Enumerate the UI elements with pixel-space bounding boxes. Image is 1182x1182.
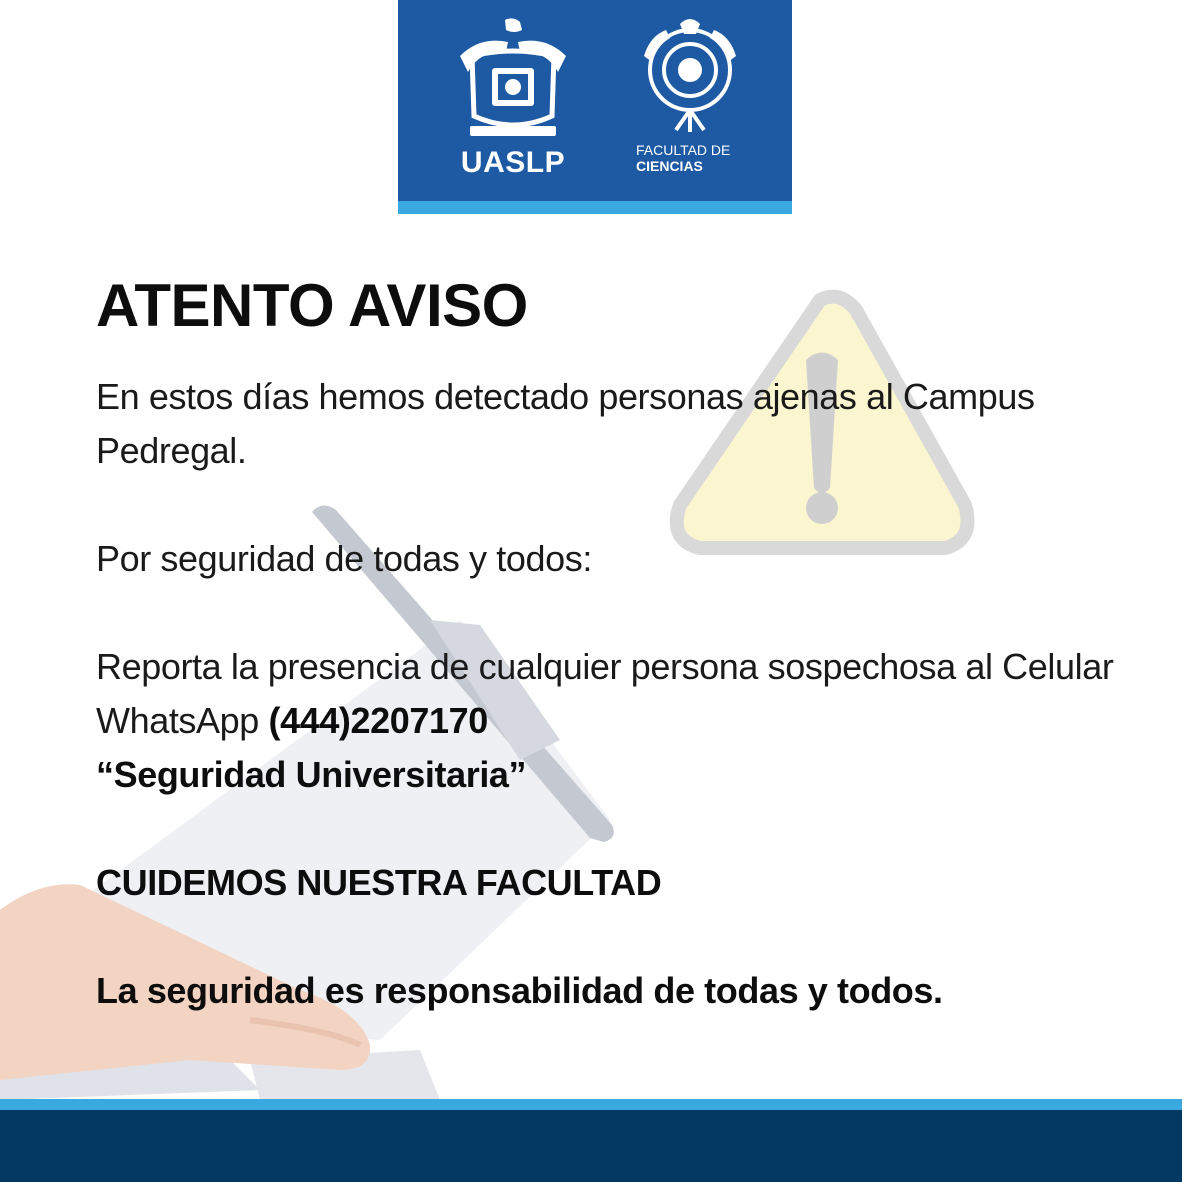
faculty-name-line2: CIENCIAS: [636, 158, 703, 174]
faculty-name: [636, 142, 766, 174]
notice-closing: La seguridad es responsabilidad de todas y todos.: [96, 970, 943, 1011]
notice-paragraph-safety: Por seguridad de todas y todos:: [96, 538, 592, 579]
report-instruction: Reporta la presencia de cualquier persona sospechosa al Celular WhatsApp: [96, 646, 1114, 741]
uaslp-crest-icon: [450, 16, 576, 146]
header-logo-block: [398, 0, 792, 214]
notice-slogan: CUIDEMOS NUESTRA FACULTAD: [96, 862, 662, 903]
security-service-name: “Seguridad Universitaria”: [96, 754, 527, 795]
faculty-name-line1: FACULTAD DE: [636, 142, 731, 158]
header-accent-stripe: [398, 201, 792, 214]
notice-paragraph-report: [96, 640, 1146, 802]
footer-accent-stripe: [0, 1099, 1182, 1110]
facultad-ciencias-crest-icon: [636, 16, 744, 136]
notice-title: ATENTO AVISO: [96, 272, 528, 339]
notice-content: [96, 262, 1146, 1018]
whatsapp-phone-number: (444)2207170: [268, 700, 488, 741]
footer-band: [0, 1110, 1182, 1182]
notice-paragraph-intruders: En estos días hemos detectado personas ajenas al Campus Pedregal.: [96, 376, 1035, 471]
university-short-name: UASLP: [460, 146, 566, 179]
